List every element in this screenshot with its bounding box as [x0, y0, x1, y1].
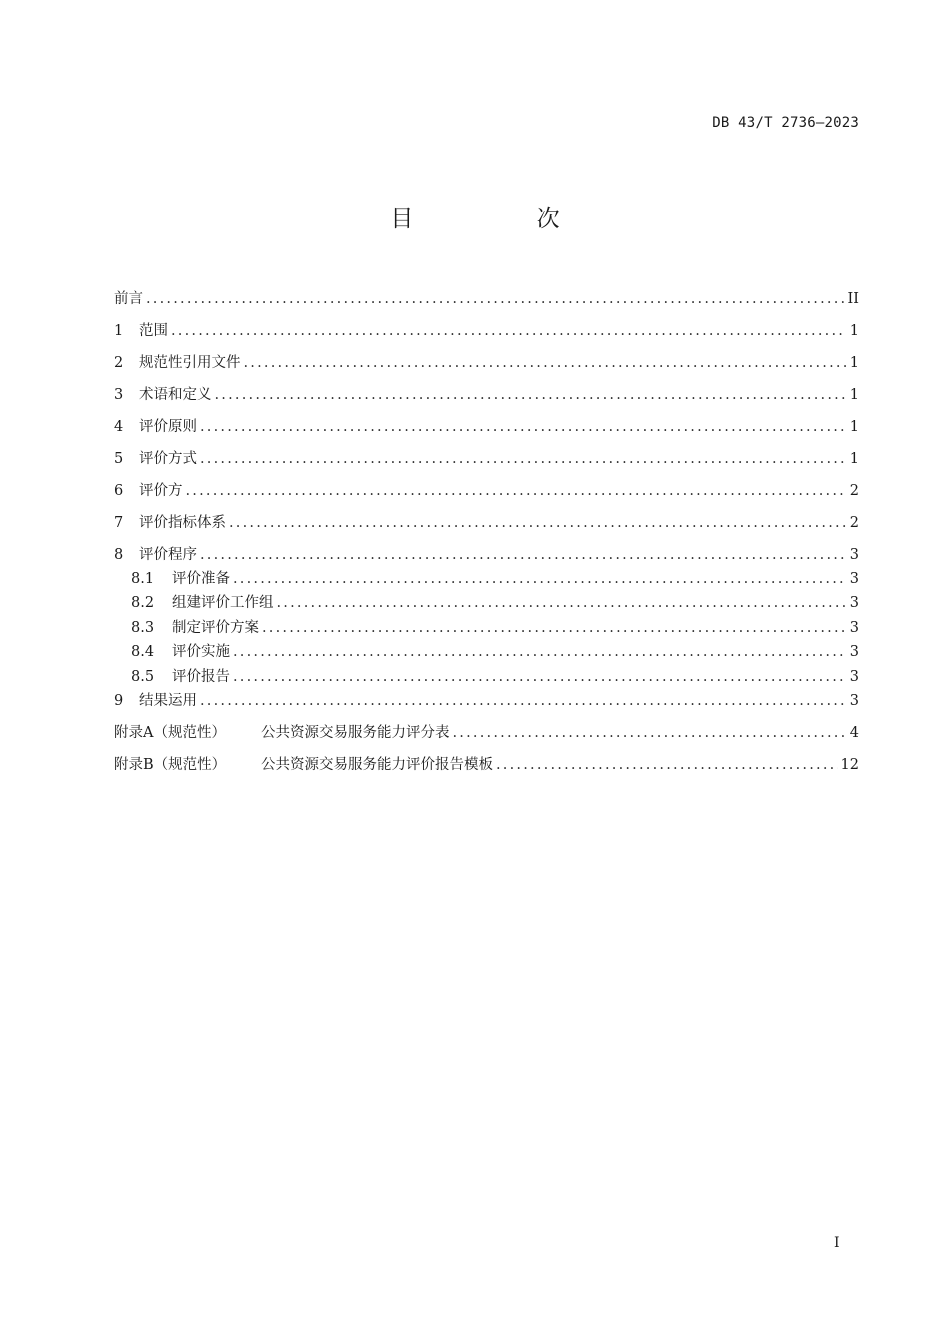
toc-entry-label: 结果运用: [139, 692, 197, 709]
toc-dot-leader: [229, 512, 846, 534]
toc-entry-label: 评价程序: [139, 547, 197, 563]
toc-dot-leader: [262, 617, 846, 639]
toc-dot-leader: [200, 416, 846, 438]
toc-dot-leader: [171, 320, 846, 342]
toc-entry-number: 8.5: [131, 668, 155, 685]
toc-entry-number: 8.3: [131, 619, 155, 636]
toc-entry-label: 评价准备: [172, 571, 230, 587]
toc-entry-label: 公共资源交易服务能力评分表: [261, 724, 450, 741]
toc-entry[interactable]: [114, 641, 859, 665]
toc-entry-label: 评价原则: [139, 419, 197, 435]
toc-entry-page: 1: [849, 323, 859, 339]
toc-entry-page: 3: [849, 571, 859, 587]
toc-entry-number: 8.4: [131, 644, 155, 661]
toc-dot-leader: [200, 448, 846, 470]
toc-entry-number: 4: [114, 419, 124, 435]
toc-entry-label: 公共资源交易服务能力评价报告模板: [261, 756, 493, 773]
toc-dot-leader: [233, 666, 846, 688]
toc-entry-label: 评价方式: [139, 451, 197, 467]
toc-entry-label: 评价实施: [172, 644, 230, 661]
page-title: 目 次: [390, 206, 618, 232]
page-number: I: [834, 1235, 840, 1251]
toc-entry[interactable]: [114, 352, 859, 384]
toc-entry[interactable]: [114, 320, 859, 352]
toc-entry-page: 12: [840, 756, 859, 773]
toc-entry-label: 评价方: [139, 483, 183, 499]
toc-entry[interactable]: [114, 416, 859, 448]
toc-entry-page: 3: [849, 595, 859, 612]
toc-entry-page: 3: [849, 668, 859, 685]
document-number: DB 43/T 2736—2023: [712, 115, 859, 131]
toc-entry-label: 规范性引用文件: [139, 355, 241, 371]
toc-entry-number: 7: [114, 515, 124, 531]
toc-entry-number: 1: [114, 323, 124, 339]
toc-dot-leader: [244, 352, 847, 374]
toc-entry-page: 3: [849, 692, 859, 709]
toc-entry-page: 1: [849, 355, 859, 371]
toc-entry-number: 8: [114, 547, 124, 563]
toc-entry[interactable]: [114, 666, 859, 690]
toc-entry[interactable]: [114, 512, 859, 544]
toc-entry[interactable]: [114, 288, 859, 320]
toc-entry-number: 6: [114, 483, 124, 499]
toc-entry-page: 4: [849, 724, 859, 741]
toc-entry[interactable]: [114, 448, 859, 480]
toc-entry[interactable]: [114, 690, 859, 722]
toc-entry[interactable]: [114, 568, 859, 592]
toc-entry-number: 9: [114, 692, 124, 709]
toc-entry-number: 5: [114, 451, 124, 467]
toc-entry-label: 评价指标体系: [139, 515, 226, 531]
toc-entry-label: 制定评价方案: [172, 619, 259, 636]
toc-entry[interactable]: [114, 480, 859, 512]
toc-entry[interactable]: [114, 384, 859, 416]
toc-entry-page: 1: [849, 387, 859, 403]
toc-entry-number: 3: [114, 387, 124, 403]
toc-entry[interactable]: [114, 722, 859, 754]
toc-entry-label: 组建评价工作组: [172, 595, 274, 612]
toc-entry-page: 1: [849, 419, 859, 435]
toc-entry-label: 范围: [139, 323, 168, 339]
toc-dot-leader: [146, 288, 845, 310]
toc-entry-label: 术语和定义: [139, 387, 212, 403]
toc-entry-number: 附录A（规范性）: [114, 724, 226, 741]
toc-entry-page: II: [847, 291, 859, 307]
toc-dot-leader: [233, 568, 846, 590]
toc-entry-page: 3: [849, 547, 859, 563]
toc-entry[interactable]: [114, 754, 859, 786]
toc-dot-leader: [277, 592, 847, 614]
toc-entry-page: 2: [849, 515, 859, 531]
toc-entry-number: 附录B（规范性）: [114, 756, 227, 773]
toc-entry-number: 8.1: [131, 571, 155, 587]
toc-dot-leader: [233, 641, 846, 663]
toc-dot-leader: [215, 384, 847, 406]
toc-dot-leader: [200, 690, 846, 712]
toc-entry-page: 1: [849, 451, 859, 467]
toc-entry-page: 3: [849, 619, 859, 636]
toc-dot-leader: [496, 754, 838, 776]
toc-entry-label: 前言: [114, 291, 143, 307]
toc-entry-page: 3: [849, 644, 859, 661]
toc-entry-page: 2: [849, 483, 859, 499]
toc-entry-number: 8.2: [131, 595, 155, 612]
table-of-contents: [114, 288, 859, 786]
toc-entry[interactable]: [114, 617, 859, 641]
toc-entry[interactable]: [114, 592, 859, 616]
toc-dot-leader: [186, 480, 847, 502]
toc-dot-leader: [200, 544, 846, 566]
toc-entry-number: 2: [114, 355, 124, 371]
toc-entry-label: 评价报告: [172, 668, 230, 685]
toc-dot-leader: [453, 722, 847, 744]
